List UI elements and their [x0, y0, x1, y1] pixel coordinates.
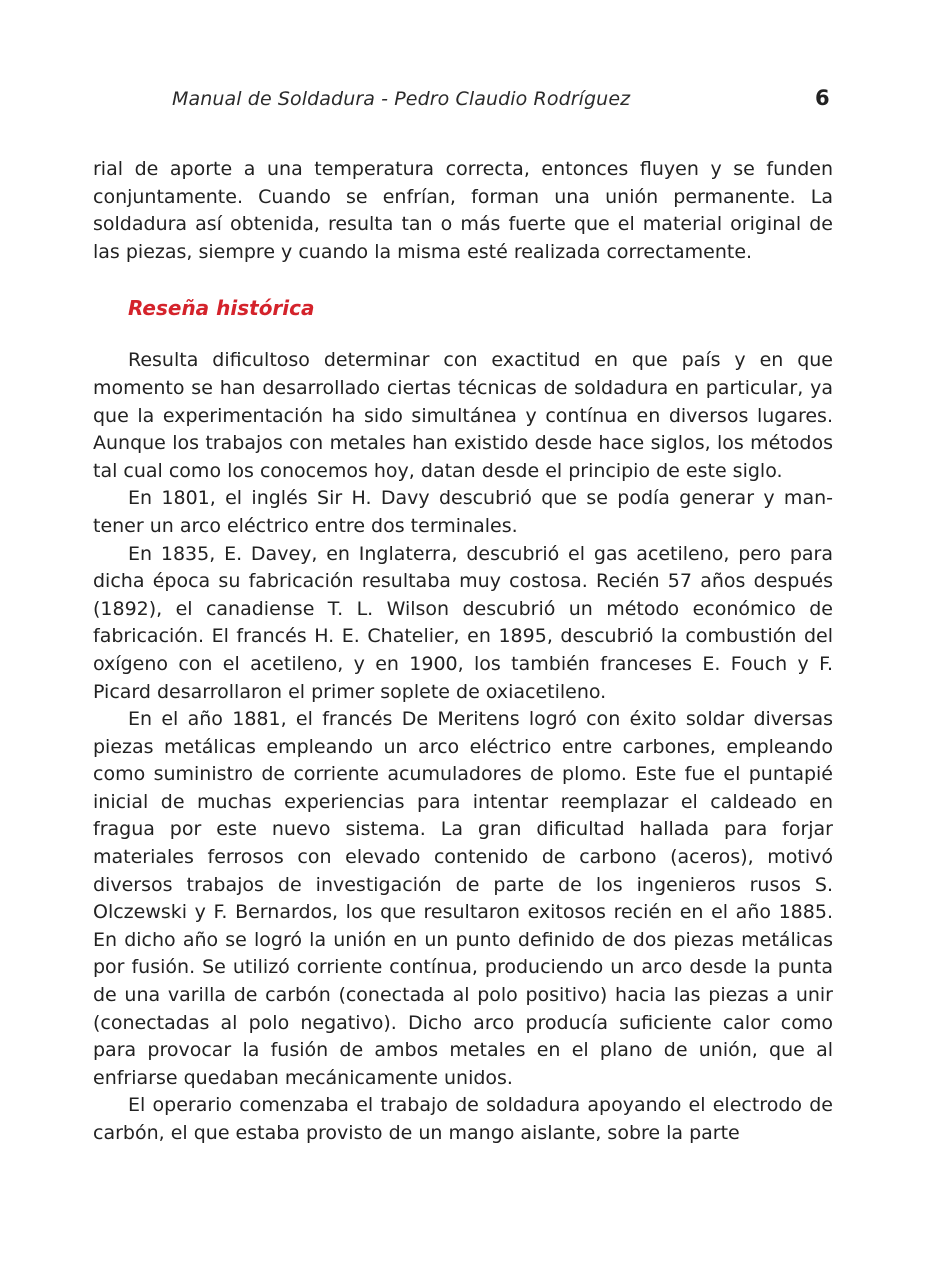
- page-header: [0, 86, 927, 116]
- paragraph-1835: En 1835, E. Davey, en Inglaterra, descubrió el gas acetileno, pero para dicha época su fabricación resultaba muy costosa. Recién 57 años después (1892), el canadiense T. L. Wilson descubrió un método económico de fabricación. El francés H. E. Chatelier, en 1895, descubrió la combustión del oxígeno con el acetileno, y en 1900, los también franceses E. Fouch y F. Picard desarrollaron el primer soplete de oxiacetileno.: [93, 542, 833, 703]
- running-title: Manual de Soldadura - Pedro Claudio Rodríguez: [172, 88, 631, 110]
- section-heading: Reseña histórica: [128, 296, 315, 321]
- intro-paragraph: rial de aporte a una temperatura correcta, entonces fluyen y se funden conjuntamente. Cuando se enfrían, forman una unión permanente. La soldadura así obtenida, resulta tan o más fuerte que el material original de las piezas, siempre y cuando la misma esté realizada correctamente.: [93, 158, 833, 263]
- page-number: 6: [815, 86, 830, 110]
- paragraph-operario: El operario comenzaba el trabajo de soldadura apoyando el electrodo de carbón, el que estaba provisto de un mango aislante, sobre la parte: [93, 1094, 833, 1144]
- paragraph-1801: En 1801, el inglés Sir H. Davy descubrió que se podía generar y mantener un arco eléctrico entre dos terminales.: [93, 487, 833, 537]
- paragraph-history-intro: Resulta dificultoso determinar con exactitud en que país y en que momento se han desarrollado ciertas técnicas de soldadura en particular, ya que la experimentación ha sido simultánea y contínua en diversos lugares. Aunque los trabajos con metales han existido desde hace siglos, los métodos tal cual como los conocemos hoy, datan desde el principio de este siglo.: [93, 349, 833, 482]
- page-body: [93, 156, 833, 1148]
- paragraph-1881: En el año 1881, el francés De Meritens logró con éxito soldar diversas piezas metálicas empleando un arco eléctrico entre carbones, empleando como suministro de corriente acumuladores de plomo. Este fue el puntapié inicial de muchas experiencias para intentar reemplazar el caldeado en fragua por este nuevo sistema. La gran dificultad hallada para forjar materiales ferrosos con elevado contenido de carbono (aceros), motivó diversos trabajos de investigación de parte de los ingenieros rusos S. Olczewski y F. Bernardos, los que resultaron exitosos recién en el año 1885. En dicho año se logró la unión en un punto definido de dos piezas metálicas por fusión. Se utilizó corriente contínua, produciendo un arco desde la punta de una varilla de carbón (conectada al polo positivo) hacia las piezas a unir (conectadas al polo negativo). Dicho arco producía suficiente calor como para provocar la fusión de ambos metales en el plano de unión, que al enfriarse quedaban mecánicamente unidos.: [93, 708, 833, 1089]
